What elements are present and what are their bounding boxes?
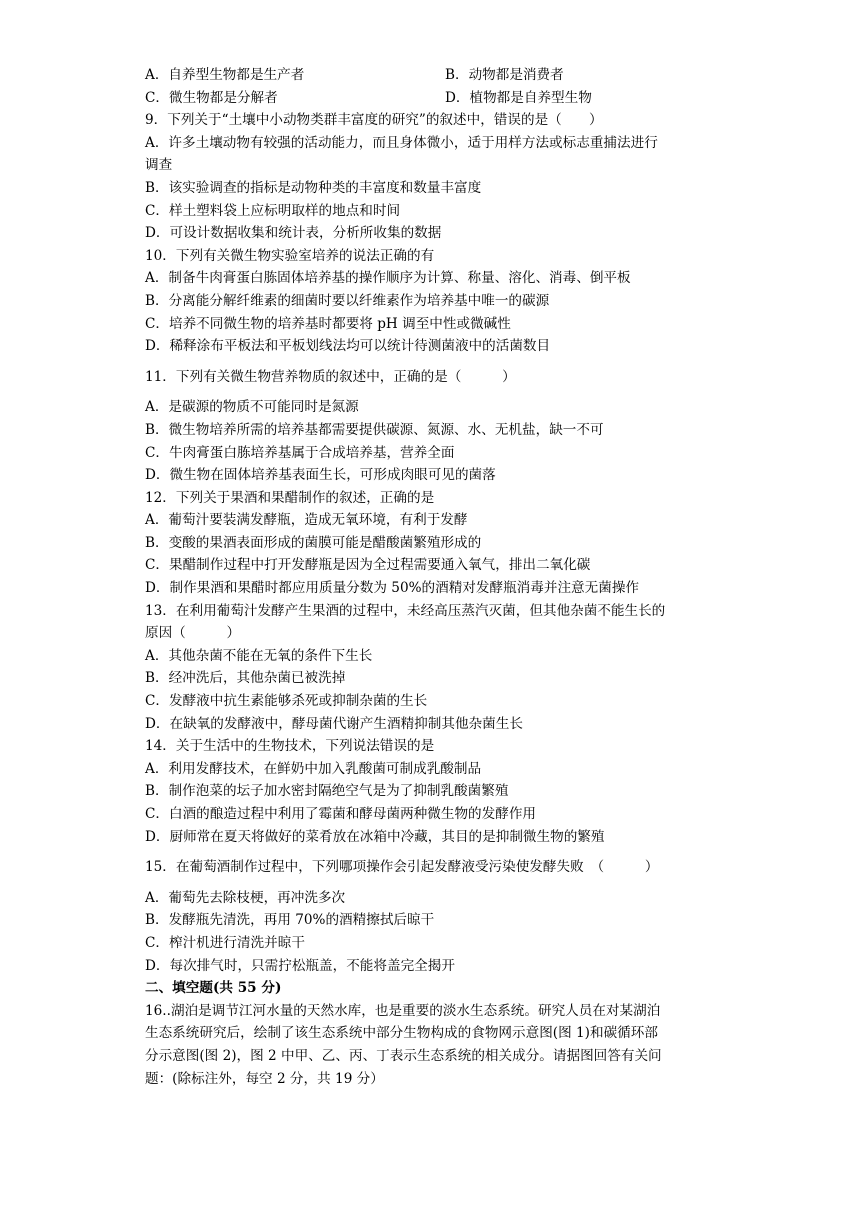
exam-page (145, 64, 725, 1090)
q8-option-c: C．微生物都是分解者 (145, 89, 278, 106)
q13-option-b: B．经冲洗后，其他杂菌已被洗掉 (145, 670, 346, 687)
q13-option-c: C．发酵液中抗生素能够杀死或抑制杂菌的生长 (145, 693, 428, 710)
q8-option-b: B．动物都是消费者 (445, 67, 564, 83)
q11-option-c: C．牛肉膏蛋白胨培养基属于合成培养基，营养全面 (145, 444, 455, 461)
q11-option-a: A．是碳源的物质不可能同时是氮源 (145, 399, 359, 416)
q9-option-a-line2: 调查 (145, 157, 173, 174)
q12-option-b: B．变酸的果酒表面形成的菌膜可能是醋酸菌繁殖形成的 (145, 534, 482, 551)
q11-stem: 11．下列有关微生物营养物质的叙述中，正确的是（ ） (145, 368, 516, 385)
q13-stem-line1: 13．在利用葡萄汁发酵产生果酒的过程中，未经高压蒸汽灭菌，但其他杂菌不能生长的 (145, 602, 666, 619)
q16-line2: 生态系统研究后，绘制了该生态系统中部分生物构成的食物网示意图(图 1)和碳循环部 (145, 1025, 658, 1042)
q14-stem: 14．关于生活中的生物技术，下列说法错误的是 (145, 738, 435, 755)
q11-option-d: D．微生物在固体培养基表面生长，可形成肉眼可见的菌落 (145, 467, 496, 484)
q13-stem-line2: 原因（ ） (145, 625, 241, 642)
q13-option-a: A．其他杂菌不能在无氧的条件下生长 (145, 647, 373, 664)
q9-stem: 9．下列关于“土壤中小动物类群丰富度的研究”的叙述中，错误的是（ ） (145, 112, 603, 129)
q14-option-a: A．利用发酵技术，在鲜奶中加入乳酸菌可制成乳酸制品 (145, 760, 482, 777)
q8-options-row-1 (145, 64, 725, 87)
q15-stem: 15．在葡萄酒制作过程中，下列哪项操作会引起发酵液受污染使发酵失败 （ ） (145, 859, 659, 876)
q11-option-b: B．微生物培养所需的培养基都需要提供碳源、氮源、水、无机盐，缺一不可 (145, 421, 604, 438)
q12-option-a: A．葡萄汁要装满发酵瓶，造成无氧环境，有利于发酵 (145, 512, 468, 529)
q9-option-a-line1: A．许多土壤动物有较强的活动能力，而且身体微小，适于用样方法或标志重捕法进行 (145, 134, 658, 151)
q12-stem: 12．下列关于果酒和果醋制作的叙述，正确的是 (145, 489, 435, 506)
q9-option-d: D．可设计数据收集和统计表，分析所收集的数据 (145, 225, 442, 242)
q15-option-b: B．发酵瓶先清洗，再用 70%的酒精擦拭后晾干 (145, 912, 435, 929)
q14-option-d: D．厨师常在夏天将做好的菜肴放在冰箱中冷藏，其目的是抑制微生物的繁殖 (145, 828, 605, 845)
q15-option-a: A．葡萄先去除枝梗，再冲洗多次 (145, 889, 346, 906)
section-2-title: 二、填空题(共 55 分) (145, 980, 282, 997)
q10-option-d: D．稀释涂布平板法和平板划线法均可以统计待测菌液中的活菌数目 (145, 338, 551, 355)
q14-option-b: B．制作泡菜的坛子加水密封隔绝空气是为了抑制乳酸菌繁殖 (145, 783, 509, 800)
q15-option-c: C．榨汁机进行清洗并晾干 (145, 934, 305, 951)
q10-option-b: B．分离能分解纤维素的细菌时要以纤维素作为培养基中唯一的碳源 (145, 292, 550, 309)
q10-option-a: A．制备牛肉膏蛋白胨固体培养基的操作顺序为计算、称量、溶化、消毒、倒平板 (145, 270, 631, 287)
q10-option-c: C．培养不同微生物的培养基时都要将 pH 调至中性或微碱性 (145, 315, 511, 332)
q8-option-d: D．植物都是自养型生物 (445, 89, 592, 106)
q8-option-a: A．自养型生物都是生产者 (145, 67, 305, 83)
q16-line1: 16..湖泊是调节江河水量的天然水库，也是重要的淡水生态系统。研究人员在对某湖泊 (145, 1002, 661, 1019)
q13-option-d: D．在缺氧的发酵液中，酵母菌代谢产生酒精抑制其他杂菌生长 (145, 715, 523, 732)
q16-line4: 题：(除标注外，每空 2 分，共 19 分） (145, 1070, 384, 1087)
q9-option-b: B．该实验调查的指标是动物种类的丰富度和数量丰富度 (145, 179, 482, 196)
q16-line3: 分示意图(图 2)，图 2 中甲、乙、丙、丁表示生态系统的相关成分。请据图回答有关问 (145, 1047, 662, 1064)
q14-option-c: C．白酒的酿造过程中利用了霉菌和酵母菌两种微生物的发酵作用 (145, 806, 537, 822)
q10-stem: 10．下列有关微生物实验室培养的说法正确的有 (145, 247, 435, 264)
q12-option-d: D．制作果酒和果醋时都应用质量分数为 50%的酒精对发酵瓶消毒并注意无菌操作 (145, 580, 640, 597)
q8-options-row-2 (145, 87, 725, 110)
q9-option-c: C．样土塑料袋上应标明取样的地点和时间 (145, 202, 401, 219)
q12-option-c: C．果醋制作过程中打开发酵瓶是因为全过程需要通入氧气，排出二氧化碳 (145, 557, 591, 574)
q15-option-d: D．每次排气时，只需拧松瓶盖，不能将盖完全揭开 (145, 957, 455, 974)
